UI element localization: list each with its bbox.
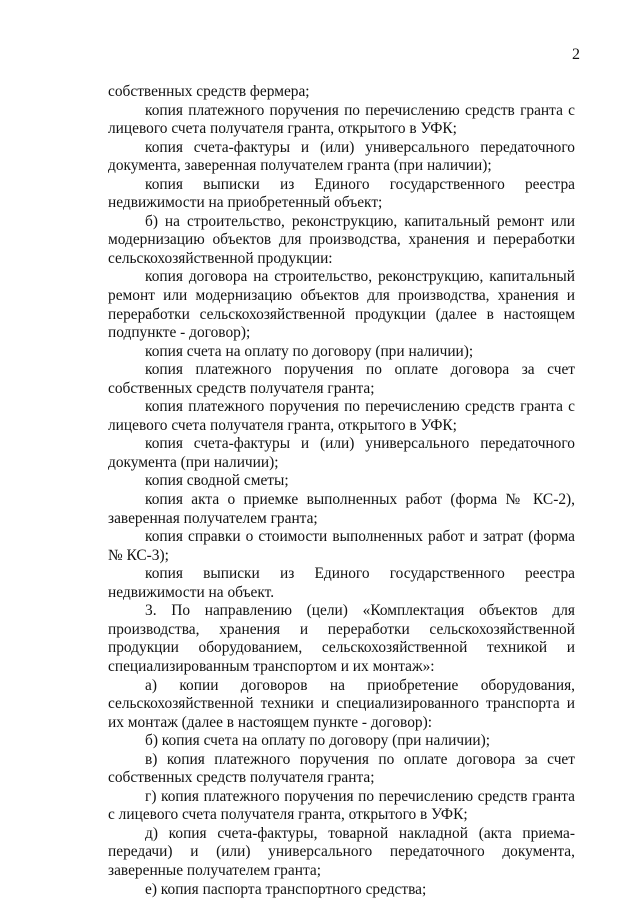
- paragraph: копия платежного поручения по перечислению средств гранта с лицевого счета получателя гранта, открытого в УФК;: [108, 101, 575, 138]
- paragraph-section-3: 3. По направлению (цели) «Комплектация объектов для производства, хранения и переработки сельскохозяйственной продукции оборудованием, сельскохозяйственной техникой и специализированным транспортом и их монтаж»:: [108, 602, 575, 675]
- paragraph: копия справки о стоимости выполненных работ и затрат (форма № КС-3);: [108, 528, 575, 564]
- paragraph-continuation: собственных средств фермера;: [108, 83, 310, 100]
- paragraph-item-b: б) копия счета на оплату по договору (при наличии);: [145, 732, 491, 750]
- paragraph: копия сводной сметы;: [145, 472, 289, 490]
- paragraph: копия платежного поручения по оплате договора за счет собственных средств получателя гранта;: [108, 361, 575, 397]
- paragraph: копия платежного поручения по перечислению средств гранта с лицевого счета получателя гранта, открытого в УФК;: [108, 398, 575, 434]
- paragraph-item-a: а) копии договоров на приобретение оборудования, сельскохозяйственной техники и специализированного транспорта и их монтаж (далее в настоящем пункте - договор):: [108, 676, 575, 731]
- paragraph: копия выписки из Единого государственного реестра недвижимости на объект.: [108, 565, 575, 601]
- paragraph: копия выписки из Единого государственного реестра недвижимости на приобретенный объект;: [108, 175, 575, 212]
- paragraph: копия договора на строительство, реконструкцию, капитальный ремонт или модернизацию объектов для производства, хранения и переработки сельскохозяйственной продукции (далее в настоящем подпункте - договор);: [108, 268, 575, 342]
- paragraph-item-d: д) копия счета-фактуры, товарной накладной (акта приема-передачи) и (или) универсального передаточного документа, заверенные получателем гранта;: [108, 824, 575, 879]
- page-number: 2: [572, 46, 580, 63]
- paragraph: копия счета-фактуры и (или) универсального передаточного документа (при наличии);: [108, 435, 575, 471]
- paragraph-item-e: е) копия паспорта транспортного средства;: [145, 880, 427, 898]
- paragraph: копия акта о приемке выполненных работ (форма № КС-2), заверенная получателем гранта;: [108, 491, 575, 527]
- paragraph: копия счета-фактуры и (или) универсального передаточного документа, заверенная получателем гранта (при наличии);: [108, 138, 575, 175]
- paragraph: копия счета на оплату по договору (при наличии);: [145, 342, 474, 360]
- document-body: [108, 83, 575, 899]
- paragraph-item-v: в) копия платежного поручения по оплате договора за счет собственных средств получателя гранта;: [108, 750, 575, 787]
- paragraph-subitem-b: б) на строительство, реконструкцию, капитальный ремонт или модернизацию объектов для производства, хранения и переработки сельскохозяйственной продукции:: [108, 212, 575, 267]
- paragraph-item-g: г) копия платежного поручения по перечислению средств гранта с лицевого счета получателя гранта, открытого в УФК;: [108, 787, 575, 824]
